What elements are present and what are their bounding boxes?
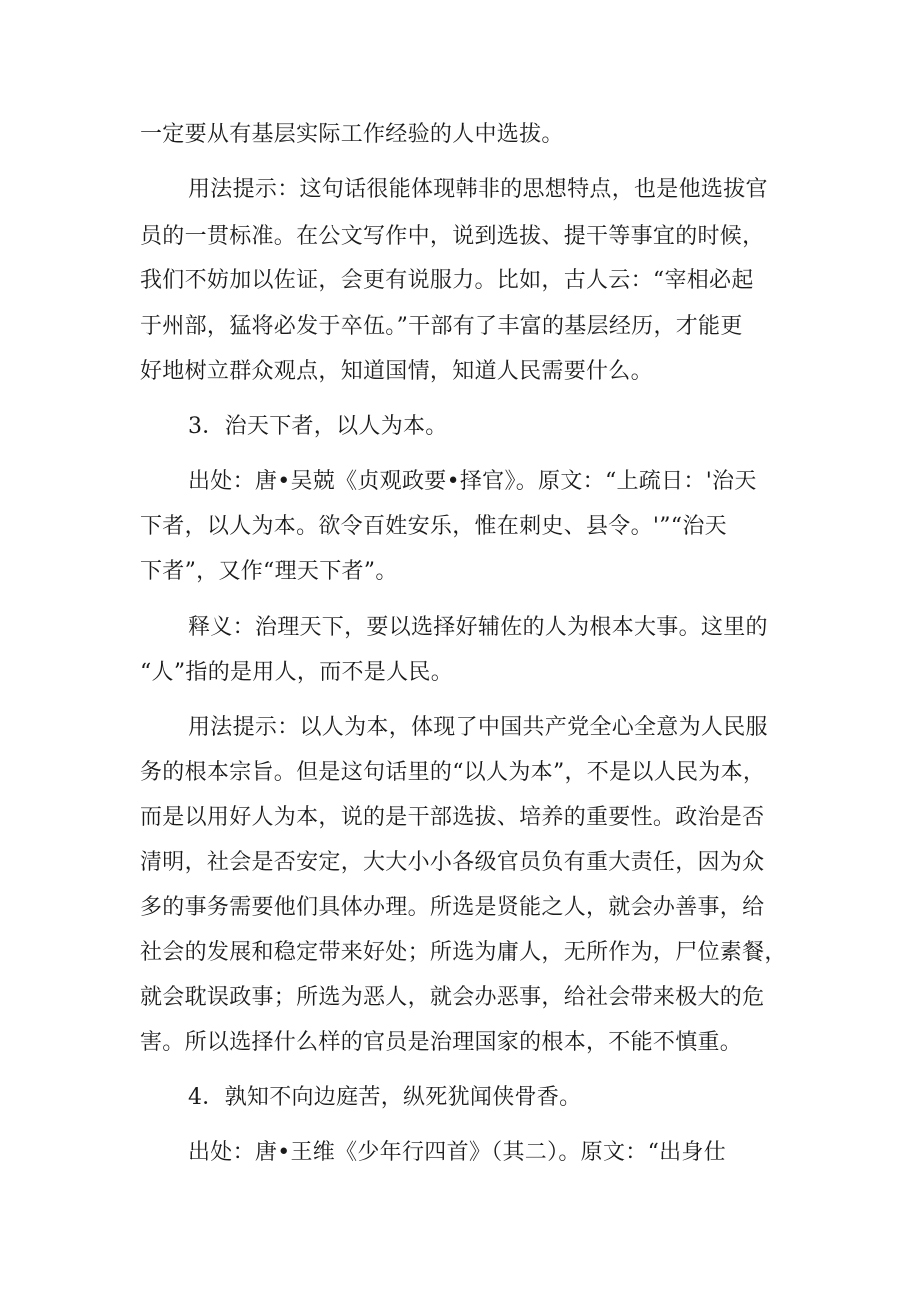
text-line: 下者”，又作“理天下者”。 bbox=[140, 559, 398, 584]
text-line: 务的根本宗旨。但是这句话里的“以人为本”，不是以人民为本， bbox=[140, 760, 766, 785]
text-line: 员的一贯标准。在公文写作中，说到选拔、提干等事宜的时候， bbox=[140, 224, 765, 249]
text-line: 清明，社会是否安定，大大小小各级官员负有重大责任，因为众 bbox=[140, 850, 765, 875]
section-heading: 3．治天下者，以人为本。 bbox=[188, 414, 448, 439]
text-line: 出处：唐•吴兢《贞观政要•择官》。原文：“上疏日：'治天 bbox=[188, 469, 757, 494]
text-line: 好地树立群众观点，知道国情，知道人民需要什么。 bbox=[140, 359, 653, 384]
text-line: 释义：治理天下，要以选择好辅佐的人为根本大事。这里的 bbox=[188, 615, 768, 640]
text-line: 一定要从有基层实际工作经验的人中选拔。 bbox=[140, 122, 564, 147]
text-line: 就会耽误政事；所选为恶人，就会办恶事，给社会带来极大的危 bbox=[140, 985, 765, 1010]
text-line: 于州部，猛将必发于卒伍。”干部有了丰富的基层经历，才能更 bbox=[140, 314, 743, 339]
text-line: 而是以用好人为本，说的是干部选拔、培养的重要性。政治是否 bbox=[140, 805, 765, 830]
text-line: 多的事务需要他们具体办理。所选是贤能之人，就会办善事，给 bbox=[140, 895, 765, 920]
text-line: 下者，以人为本。欲令百姓安乐，惟在刺史、县令。'”“治天 bbox=[140, 514, 727, 539]
text-line: 害。所以选择什么样的官员是治理国家的根本，不能不慎重。 bbox=[140, 1030, 743, 1055]
section-heading: 4．孰知不向边庭苦，纵死犹闻侠骨香。 bbox=[188, 1085, 582, 1110]
text-line: 用法提示：这句话很能体现韩非的思想特点，也是他选拔官 bbox=[188, 177, 768, 202]
text-line: 用法提示：以人为本，体现了中国共产党全心全意为人民服 bbox=[188, 715, 768, 740]
text-line: “人”指的是用人，而不是人民。 bbox=[140, 660, 453, 685]
text-line: 出处：唐•王维《少年行四首》（其二）。原文：“出身仕 bbox=[188, 1140, 727, 1165]
text-line: 社会的发展和稳定带来好处；所选为庸人，无所作为，尸位素餐， bbox=[140, 940, 787, 965]
text-line: 我们不妨加以佐证，会更有说服力。比如，古人云：“宰相必起 bbox=[140, 268, 754, 293]
